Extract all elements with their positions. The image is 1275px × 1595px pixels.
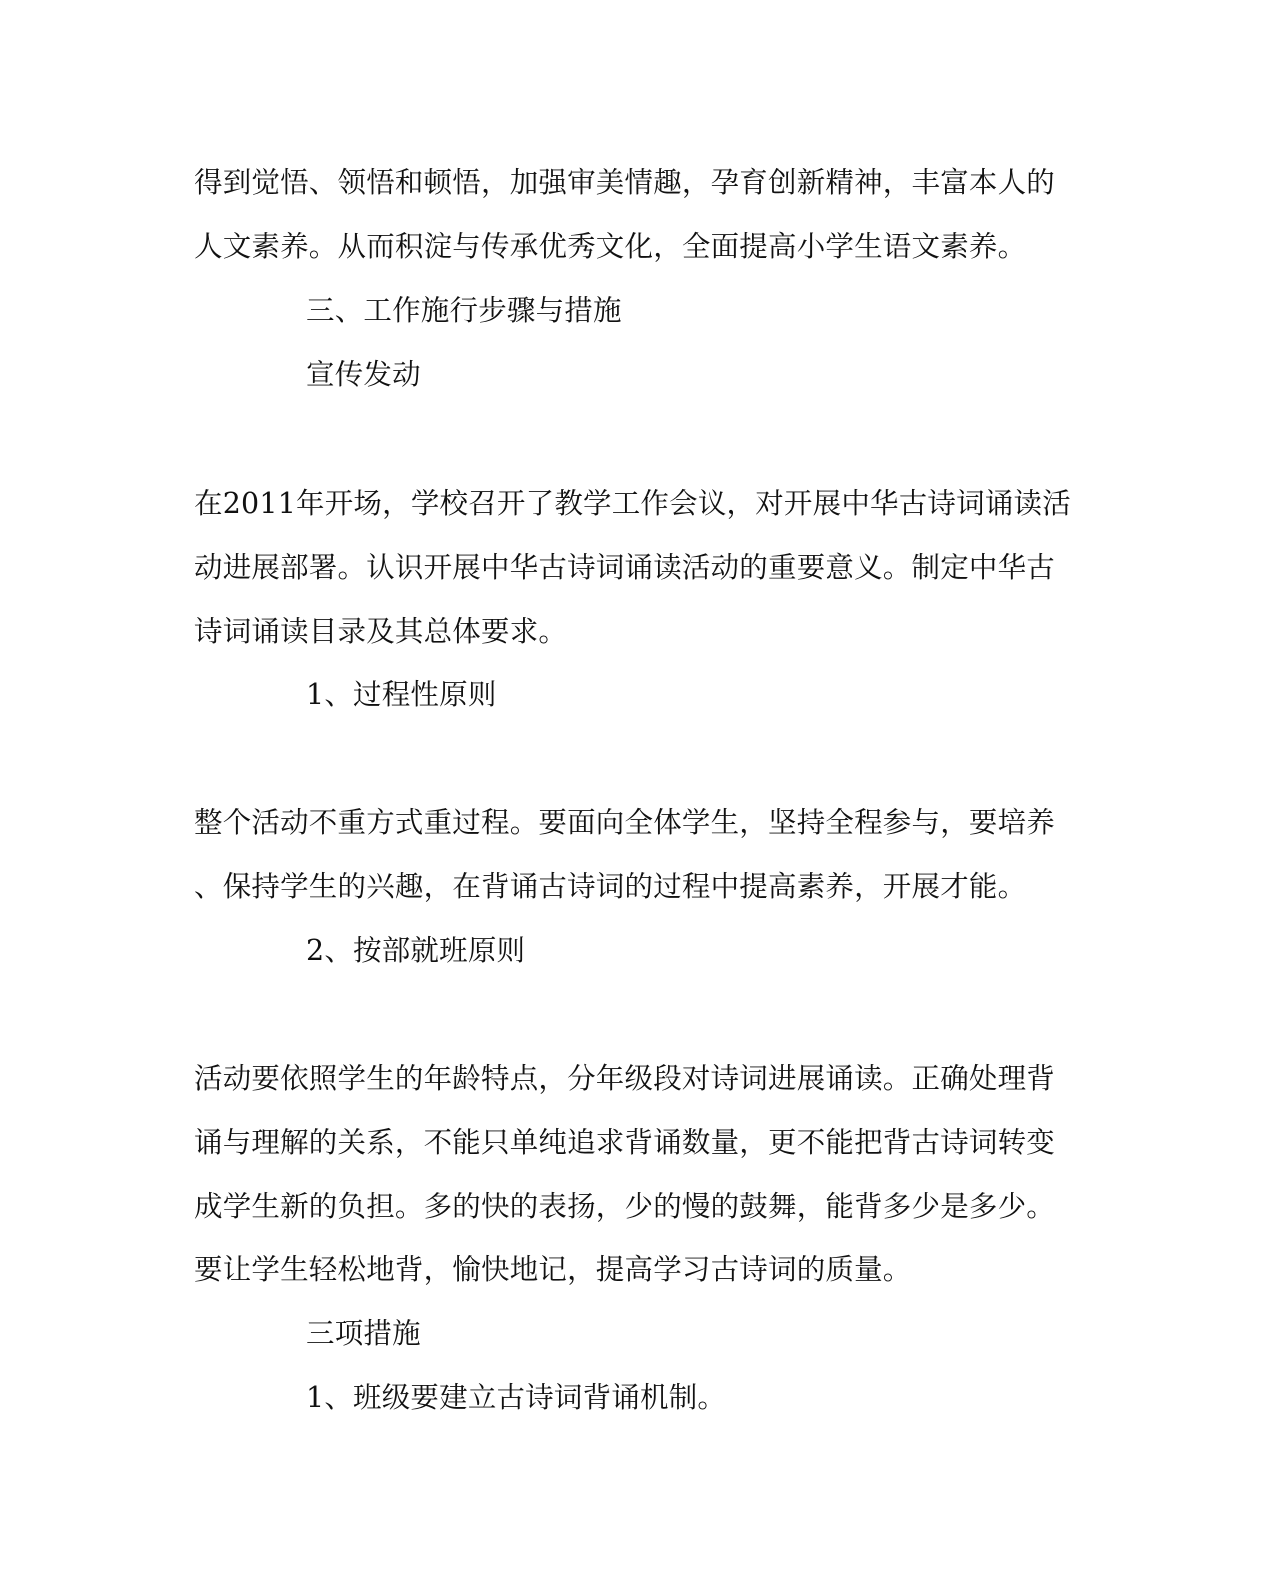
paragraph-line: 、保持学生的兴趣，在背诵古诗词的过程中提高素养，开展才能。 [194, 870, 1027, 903]
principle-heading: 1、过程性原则 [306, 678, 497, 711]
paragraph-line: 诗词诵读目录及其总体要求。 [194, 615, 568, 648]
paragraph-line: 动进展部署。认识开展中华古诗词诵读活动的重要意义。制定中华古 [194, 551, 1056, 584]
paragraph-line: 活动要依照学生的年龄特点，分年级段对诗词进展诵读。正确处理背 [194, 1062, 1056, 1095]
measure-item: 1、班级要建立古诗词背诵机制。 [306, 1381, 727, 1414]
paragraph-line: 成学生新的负担。多的快的表扬，少的慢的鼓舞，能背多少是多少。 [194, 1190, 1056, 1223]
paragraph-line: 整个活动不重方式重过程。要面向全体学生，坚持全程参与，要培养 [194, 806, 1056, 839]
paragraph-line: 要让学生轻松地背，愉快地记，提高学习古诗词的质量。 [194, 1253, 912, 1286]
principle-heading: 2、按部就班原则 [306, 934, 526, 967]
paragraph-line: 得到觉悟、领悟和顿悟，加强审美情趣，孕育创新精神，丰富本人的 [194, 166, 1056, 199]
subsection-heading: 宣传发动 [306, 358, 421, 391]
paragraph-line: 人文素养。从而积淀与传承优秀文化，全面提高小学生语文素养。 [194, 230, 1027, 263]
paragraph-line: 在2011年开场，学校召开了教学工作会议，对开展中华古诗词诵读活 [194, 487, 1071, 520]
subsection-heading: 三项措施 [306, 1317, 421, 1350]
section-heading: 三、工作施行步骤与措施 [306, 294, 622, 327]
paragraph-line: 诵与理解的关系，不能只单纯追求背诵数量，更不能把背古诗词转变 [194, 1126, 1056, 1159]
